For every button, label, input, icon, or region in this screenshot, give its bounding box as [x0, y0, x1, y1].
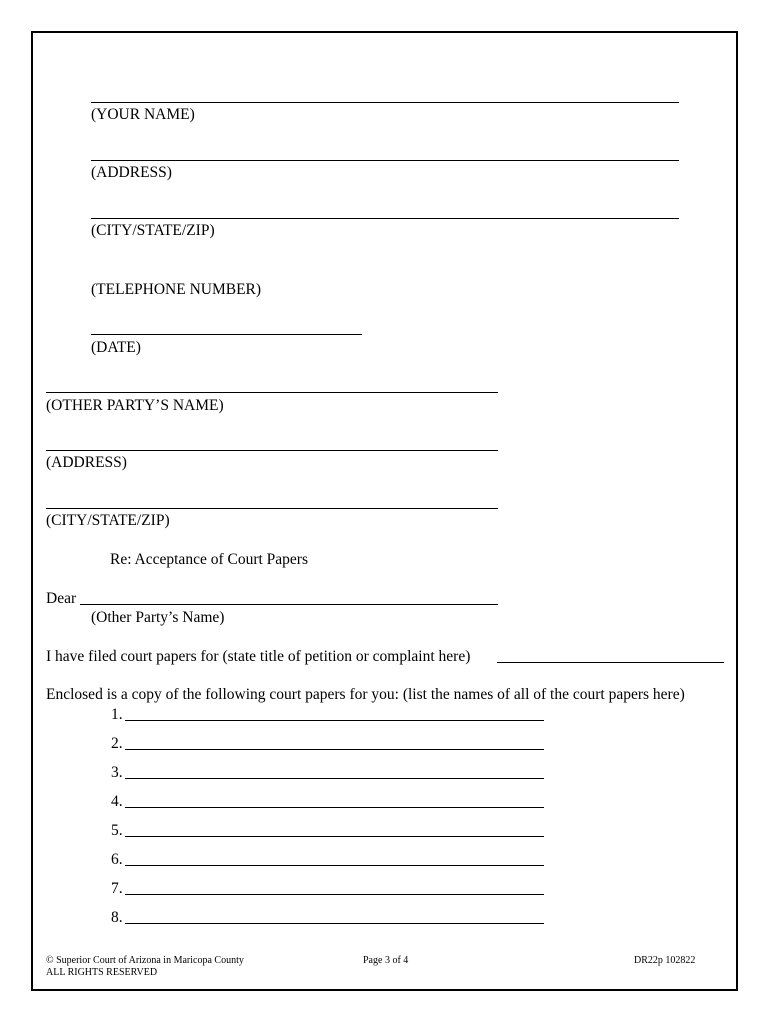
- salutation: Dear: [46, 590, 77, 607]
- footer-rights: ALL RIGHTS RESERVED: [46, 967, 158, 978]
- list-item-number: 1.: [111, 706, 123, 723]
- city-state-zip-label: (CITY/STATE/ZIP): [91, 222, 215, 239]
- other-party-name-line[interactable]: [46, 392, 498, 393]
- salutation-sublabel: (Other Party’s Name): [91, 609, 225, 626]
- footer-page-info: Page 3 of 4: [363, 955, 409, 966]
- list-item-number: 2.: [111, 735, 123, 752]
- date-line[interactable]: [91, 334, 362, 335]
- list-item-line[interactable]: [125, 807, 544, 808]
- telephone-label: (TELEPHONE NUMBER): [91, 281, 262, 298]
- list-item-line[interactable]: [125, 865, 544, 866]
- list-item-line[interactable]: [125, 720, 544, 721]
- your-name-line[interactable]: [91, 102, 679, 103]
- re-line: Re: Acceptance of Court Papers: [110, 551, 308, 568]
- other-party-address-line[interactable]: [46, 450, 498, 451]
- list-item-line[interactable]: [125, 778, 544, 779]
- date-label: (DATE): [91, 339, 141, 356]
- list-item-number: 4.: [111, 793, 123, 810]
- address-line[interactable]: [91, 160, 679, 161]
- footer-form-code: DR22p 102822: [634, 955, 696, 966]
- list-item-line[interactable]: [125, 749, 544, 750]
- list-item-number: 8.: [111, 909, 123, 926]
- other-party-name-label: (OTHER PARTY’S NAME): [46, 397, 224, 414]
- salutation-name-line[interactable]: [80, 604, 498, 605]
- list-item-number: 5.: [111, 822, 123, 839]
- your-name-label: (YOUR NAME): [91, 106, 195, 123]
- list-item-line[interactable]: [125, 894, 544, 895]
- city-state-zip-line[interactable]: [91, 218, 679, 219]
- other-party-city-state-zip-line[interactable]: [46, 508, 498, 509]
- list-item-number: 7.: [111, 880, 123, 897]
- list-item-number: 3.: [111, 764, 123, 781]
- list-item-number: 6.: [111, 851, 123, 868]
- footer-copyright: © Superior Court of Arizona in Maricopa County: [46, 955, 244, 966]
- list-item-line[interactable]: [125, 836, 544, 837]
- address-label: (ADDRESS): [91, 164, 172, 181]
- filed-sentence: I have filed court papers for (state title of petition or complaint here): [46, 648, 471, 665]
- other-party-city-state-zip-label: (CITY/STATE/ZIP): [46, 512, 170, 529]
- petition-title-line[interactable]: [497, 662, 724, 663]
- other-party-address-label: (ADDRESS): [46, 454, 127, 471]
- enclosed-sentence: Enclosed is a copy of the following court papers for you: (list the names of all of the court papers here): [46, 686, 685, 703]
- list-item-line[interactable]: [125, 923, 544, 924]
